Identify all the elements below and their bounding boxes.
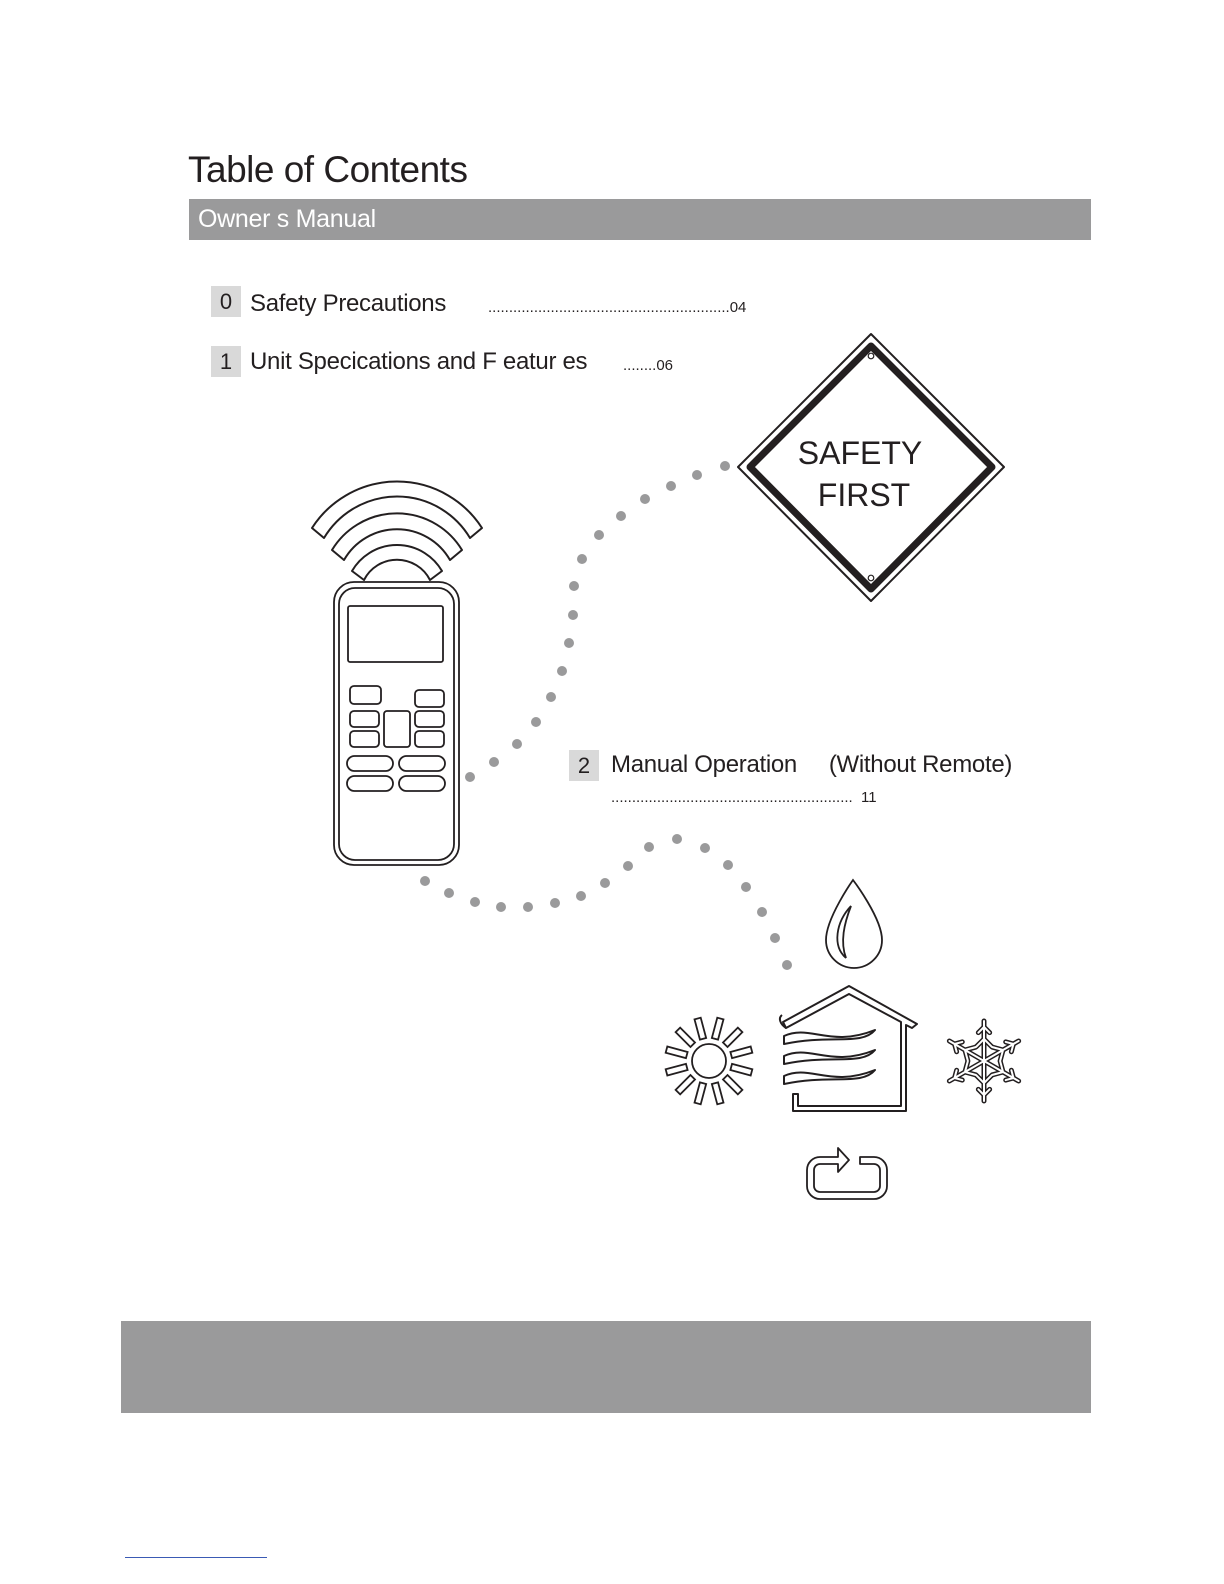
page-title: Table of Contents <box>188 149 468 190</box>
toc-label: Unit Specications and F eatur es <box>250 348 588 375</box>
water-drop-icon <box>826 880 882 968</box>
toc-number: 2 <box>569 750 599 781</box>
remote-control-icon <box>334 582 459 865</box>
wireless-signal-icon <box>312 482 482 580</box>
toc-number: 1 <box>211 346 241 377</box>
section-banner: Owner s Manual <box>189 199 1091 240</box>
toc-label: Manual Operation (Without Remote) <box>611 751 1013 778</box>
safety-sign-icon <box>738 334 1004 601</box>
toc-number: 0 <box>211 286 241 317</box>
dotted-path <box>420 461 792 970</box>
house-air-icon <box>780 986 917 1111</box>
sign-line-2: FIRST <box>817 477 911 513</box>
toc-page-leader: .......................................................... 11 <box>611 789 877 806</box>
toc-label: Safety Precautions <box>250 290 447 317</box>
toc-page-leader: ........06 <box>623 357 674 374</box>
sun-icon <box>666 1018 753 1105</box>
toc-page-leader: ..........................................................04 <box>488 299 747 316</box>
footer-rule <box>125 1557 267 1558</box>
recycle-arrows-icon <box>807 1148 887 1199</box>
sign-line-1: SAFETY <box>797 435 923 471</box>
footer-bar <box>121 1321 1091 1413</box>
